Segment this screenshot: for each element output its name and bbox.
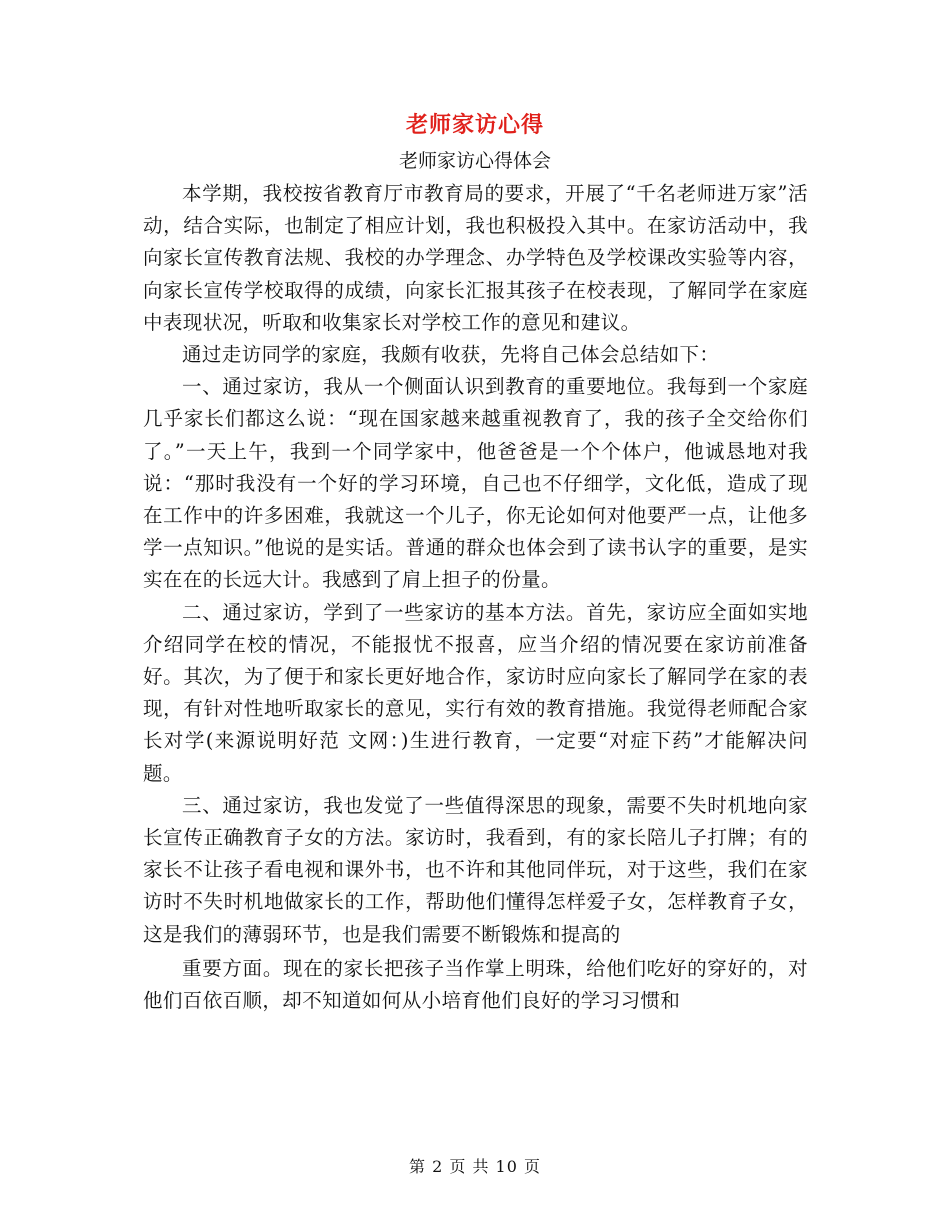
paragraph-point-one: 一、通过家访，我从一个侧面认识到教育的重要地位。我每到一个家庭几乎家长们都这么说：“现在国家越来越重视教育了，我的孩子全交给你们了。”一天上午，我到一个同学家中，他爸爸是一个个体户，他诚恳地对我说：“那时我没有一个好的学习环境，自己也不仔细学，文化低，造成了现在工作中的许多困难，我就这一个儿子，你无论如何对他要严一点，让他多学一点知识。”他说的是实话。普通的群众也体会到了读书认字的重要，是实实在在的长远大计。我感到了肩上担子的份量。 [143, 375, 808, 592]
document-subtitle: 老师家访心得体会 [398, 150, 551, 172]
paragraph-continuation: 重要方面。现在的家长把孩子当作掌上明珠，给他们吃好的穿好的，对他们百依百顺，却不知道如何从小培育他们良好的学习习惯和 [143, 956, 808, 1013]
page-number-footer: 第 2 页 共 10 页 [409, 1157, 541, 1176]
paragraph-point-three: 三、通过家访，我也发觉了一些值得深思的现象，需要不失时机地向家长宣传正确教育子女的方法。家访时，我看到，有的家长陪儿子打牌；有的家长不让孩子看电视和课外书，也不许和其他同伴玩，对于这些，我们在家访时不失时机地做家长的工作，帮助他们懂得怎样爱子女，怎样教育子女，这是我们的薄弱环节，也是我们需要不断锻炼和提高的 [143, 793, 808, 946]
paragraph-summary-lead: 通过走访同学的家庭，我颇有收获，先将自己体会总结如下： [182, 343, 720, 367]
paragraph-point-two: 二、通过家访，学到了一些家访的基本方法。首先，家访应全面如实地介绍同学在校的情况，不能报忧不报喜，应当介绍的情况要在家访前准备好。其次，为了便于和家长更好地合作，家访时应向家长了解同学在家的表现，有针对性地听取家长的意见，实行有效的教育措施。我觉得老师配合家长对学(来源说明好范 文网：)生进行教育，一定要“对症下药”才能解决问题。 [143, 600, 808, 785]
document-body [143, 178, 808, 1017]
document-title: 老师家访心得 [405, 112, 544, 138]
paragraph-intro: 本学期，我校按省教育厅市教育局的要求，开展了“千名老师进万家”活动，结合实际，也制定了相应计划，我也积极投入其中。在家访活动中，我向家长宣传教育法规、我校的办学理念、办学特色及学校课改实验等内容，向家长宣传学校取得的成绩，向家长汇报其孩子在校表现，了解同学在家庭中表现状况，听取和收集家长对学校工作的意见和建议。 [143, 182, 808, 334]
